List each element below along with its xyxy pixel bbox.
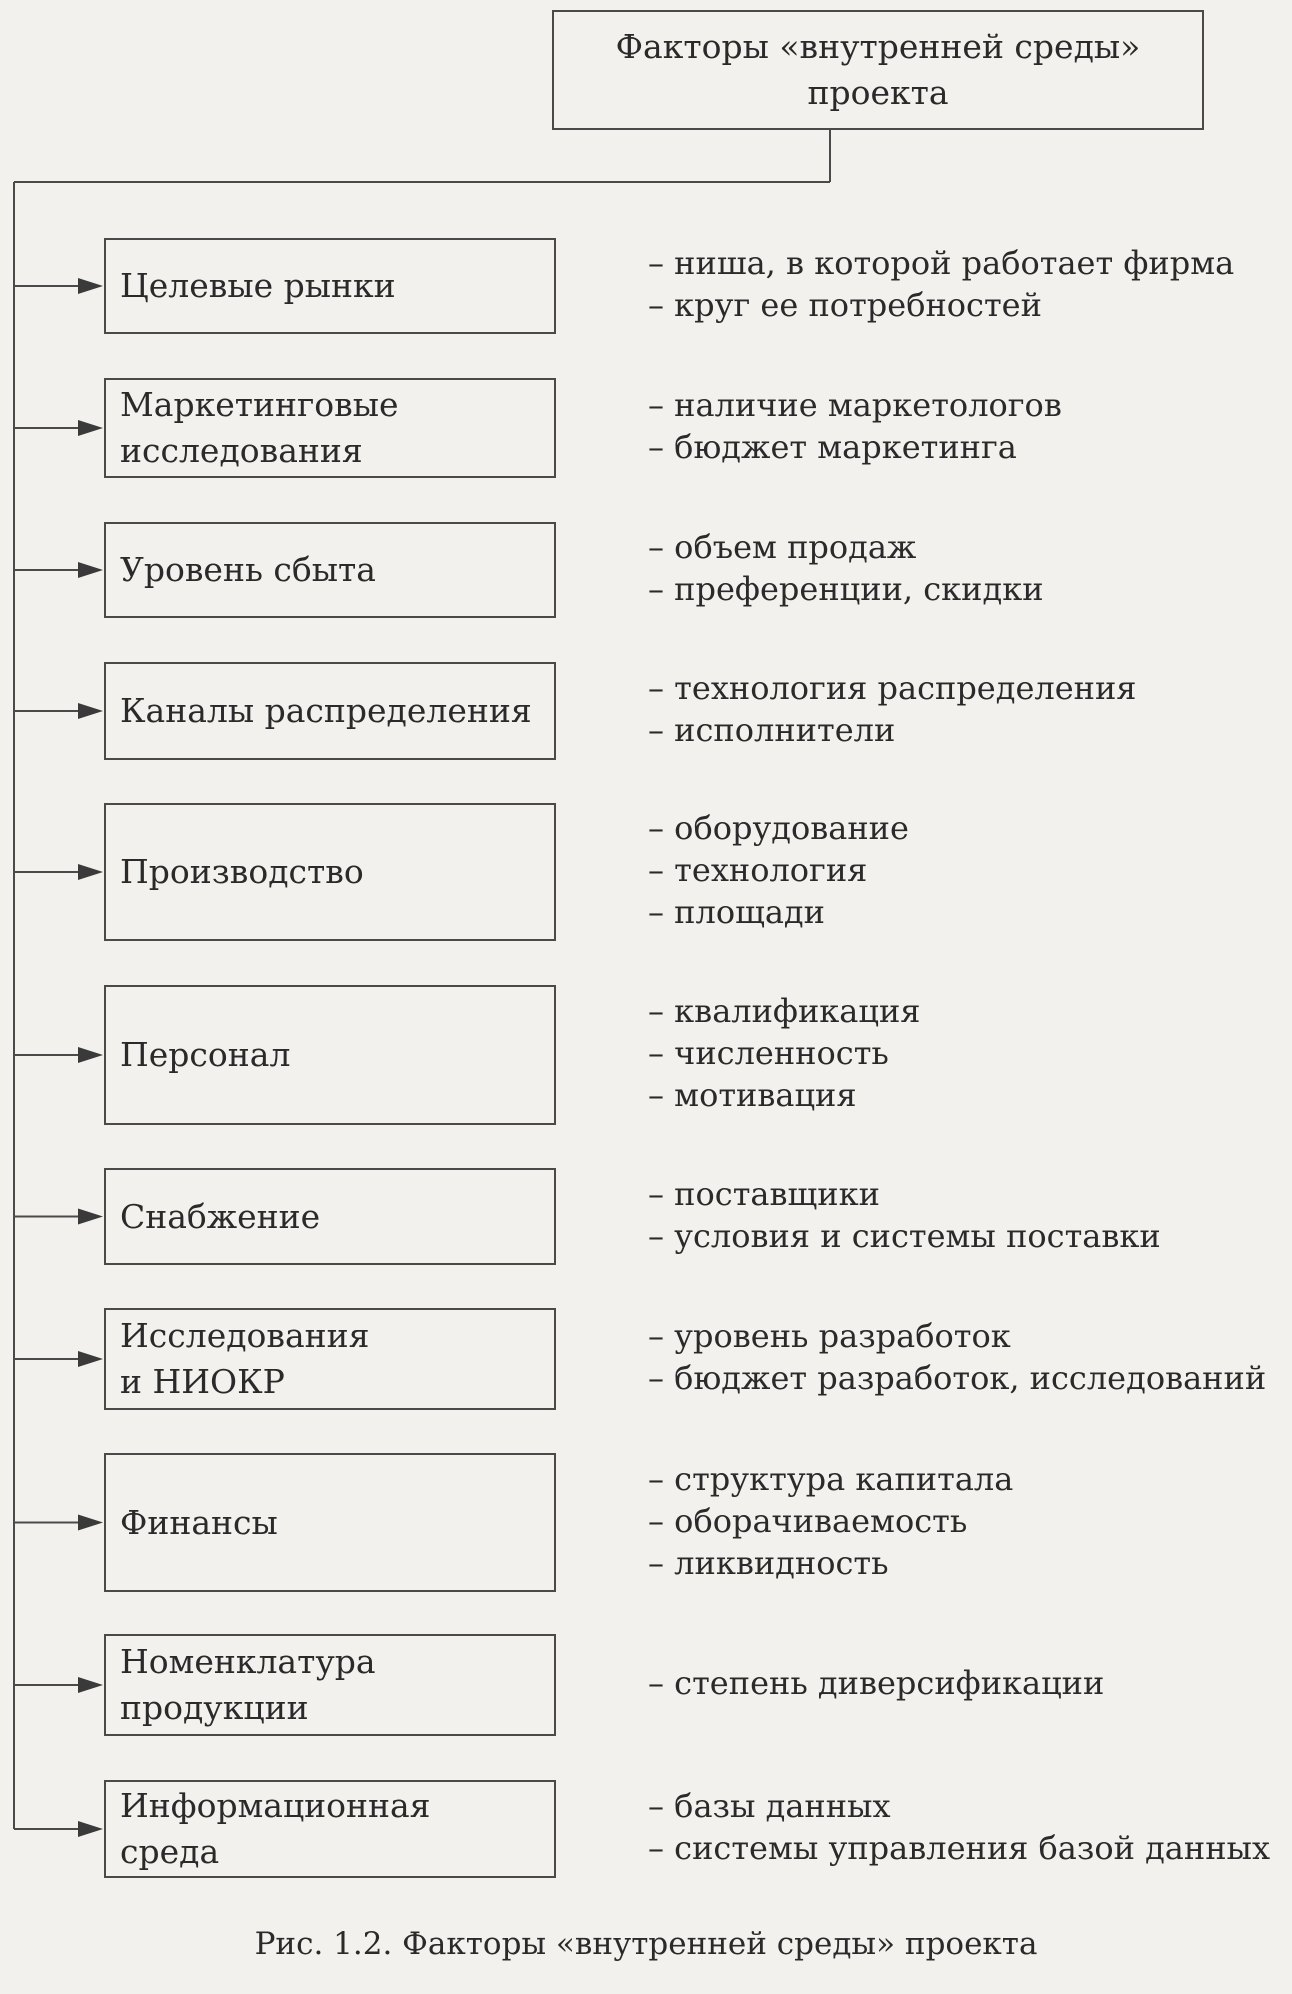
factor-box: [104, 662, 556, 760]
root-box: [552, 10, 1204, 130]
arrow-head-icon: [78, 864, 103, 880]
factor-box: [104, 1453, 556, 1592]
factor-detail-item: – оборачиваемость: [648, 1501, 968, 1540]
factor-detail-item: – базы данных: [648, 1787, 891, 1825]
factor-box: [104, 378, 556, 478]
factor-details: [648, 1315, 1266, 1399]
factor-detail-item: – площади: [648, 893, 825, 931]
arrow-head-icon: [78, 278, 103, 294]
factor-details: [648, 1458, 1013, 1584]
factor-detail-item: – уровень разработок: [648, 1317, 1011, 1355]
factor-label: Персонал: [120, 1035, 291, 1074]
factor-details: [648, 384, 1062, 468]
factor-box: [104, 1780, 556, 1878]
factor-detail-item: – мотивация: [648, 1076, 857, 1114]
factor-detail-item: – степень диверсификации: [648, 1664, 1105, 1702]
factor-label: Номенклатура продукции: [120, 1642, 376, 1727]
factor-details: [648, 242, 1234, 326]
factor-detail-item: – поставщики: [648, 1174, 880, 1213]
factor-detail-item: – условия и системы поставки: [648, 1216, 1161, 1255]
factor-details: [648, 990, 920, 1116]
arrow-head-icon: [78, 1047, 103, 1063]
factor-detail-item: – технология распределения: [648, 669, 1137, 707]
factor-details: [648, 1785, 1270, 1869]
factor-detail-item: – ниша, в которой работает фирма: [648, 244, 1235, 282]
arrow-head-icon: [78, 1821, 103, 1837]
factor-details: [648, 1173, 1161, 1257]
arrow-head-icon: [78, 1209, 103, 1225]
factor-label: Финансы: [120, 1502, 278, 1542]
factor-details: [648, 1662, 1104, 1704]
factor-detail-item: – ликвидность: [648, 1543, 889, 1582]
factor-box: [104, 803, 556, 941]
factor-label: Снабжение: [120, 1196, 321, 1236]
factor-box: [104, 238, 556, 334]
factor-detail-item: – технология: [648, 851, 868, 889]
factor-detail-item: – исполнители: [648, 711, 896, 749]
factor-detail-item: – круг ее потребностей: [648, 286, 1042, 324]
factor-box: [104, 985, 556, 1125]
factor-label: Исследования и НИОКР: [120, 1316, 370, 1401]
factor-detail-item: – системы управления базой данных: [648, 1829, 1271, 1867]
factor-label: Уровень сбыта: [120, 550, 376, 589]
factor-label: Производство: [120, 852, 364, 891]
factor-detail-item: – численность: [648, 1034, 889, 1072]
factor-detail-item: – наличие маркетологов: [648, 386, 1062, 424]
factor-box: [104, 1634, 556, 1736]
factor-detail-item: – объем продаж: [648, 528, 917, 566]
factor-box: [104, 1308, 556, 1410]
factor-details: [648, 667, 1136, 751]
arrow-head-icon: [78, 703, 103, 719]
arrow-head-icon: [78, 420, 103, 436]
factor-detail-item: – бюджет разработок, исследований: [648, 1359, 1267, 1397]
factor-details: [648, 526, 1044, 610]
arrow-head-icon: [78, 1351, 103, 1367]
arrow-head-icon: [78, 1515, 103, 1531]
factor-label: Маркетинговые исследования: [120, 385, 399, 470]
factor-detail-item: – структура капитала: [648, 1459, 1014, 1498]
factor-box: [104, 522, 556, 618]
factor-detail-item: – квалификация: [648, 992, 921, 1030]
factor-box: [104, 1168, 556, 1265]
root-title: Факторы «внутренней среды» проекта: [615, 27, 1141, 112]
factor-detail-item: – оборудование: [648, 809, 909, 847]
figure-caption: Рис. 1.2. Факторы «внутренней среды» проекта: [254, 1926, 1038, 1962]
factor-details: [648, 807, 909, 933]
factor-label: Каналы распределения: [120, 691, 532, 730]
factor-label: Целевые рынки: [120, 266, 396, 305]
arrow-head-icon: [78, 562, 103, 578]
factor-label: Информационная среда: [120, 1786, 431, 1871]
factor-detail-item: – преференции, скидки: [648, 570, 1044, 608]
factor-detail-item: – бюджет маркетинга: [648, 428, 1017, 466]
arrow-head-icon: [78, 1677, 103, 1693]
